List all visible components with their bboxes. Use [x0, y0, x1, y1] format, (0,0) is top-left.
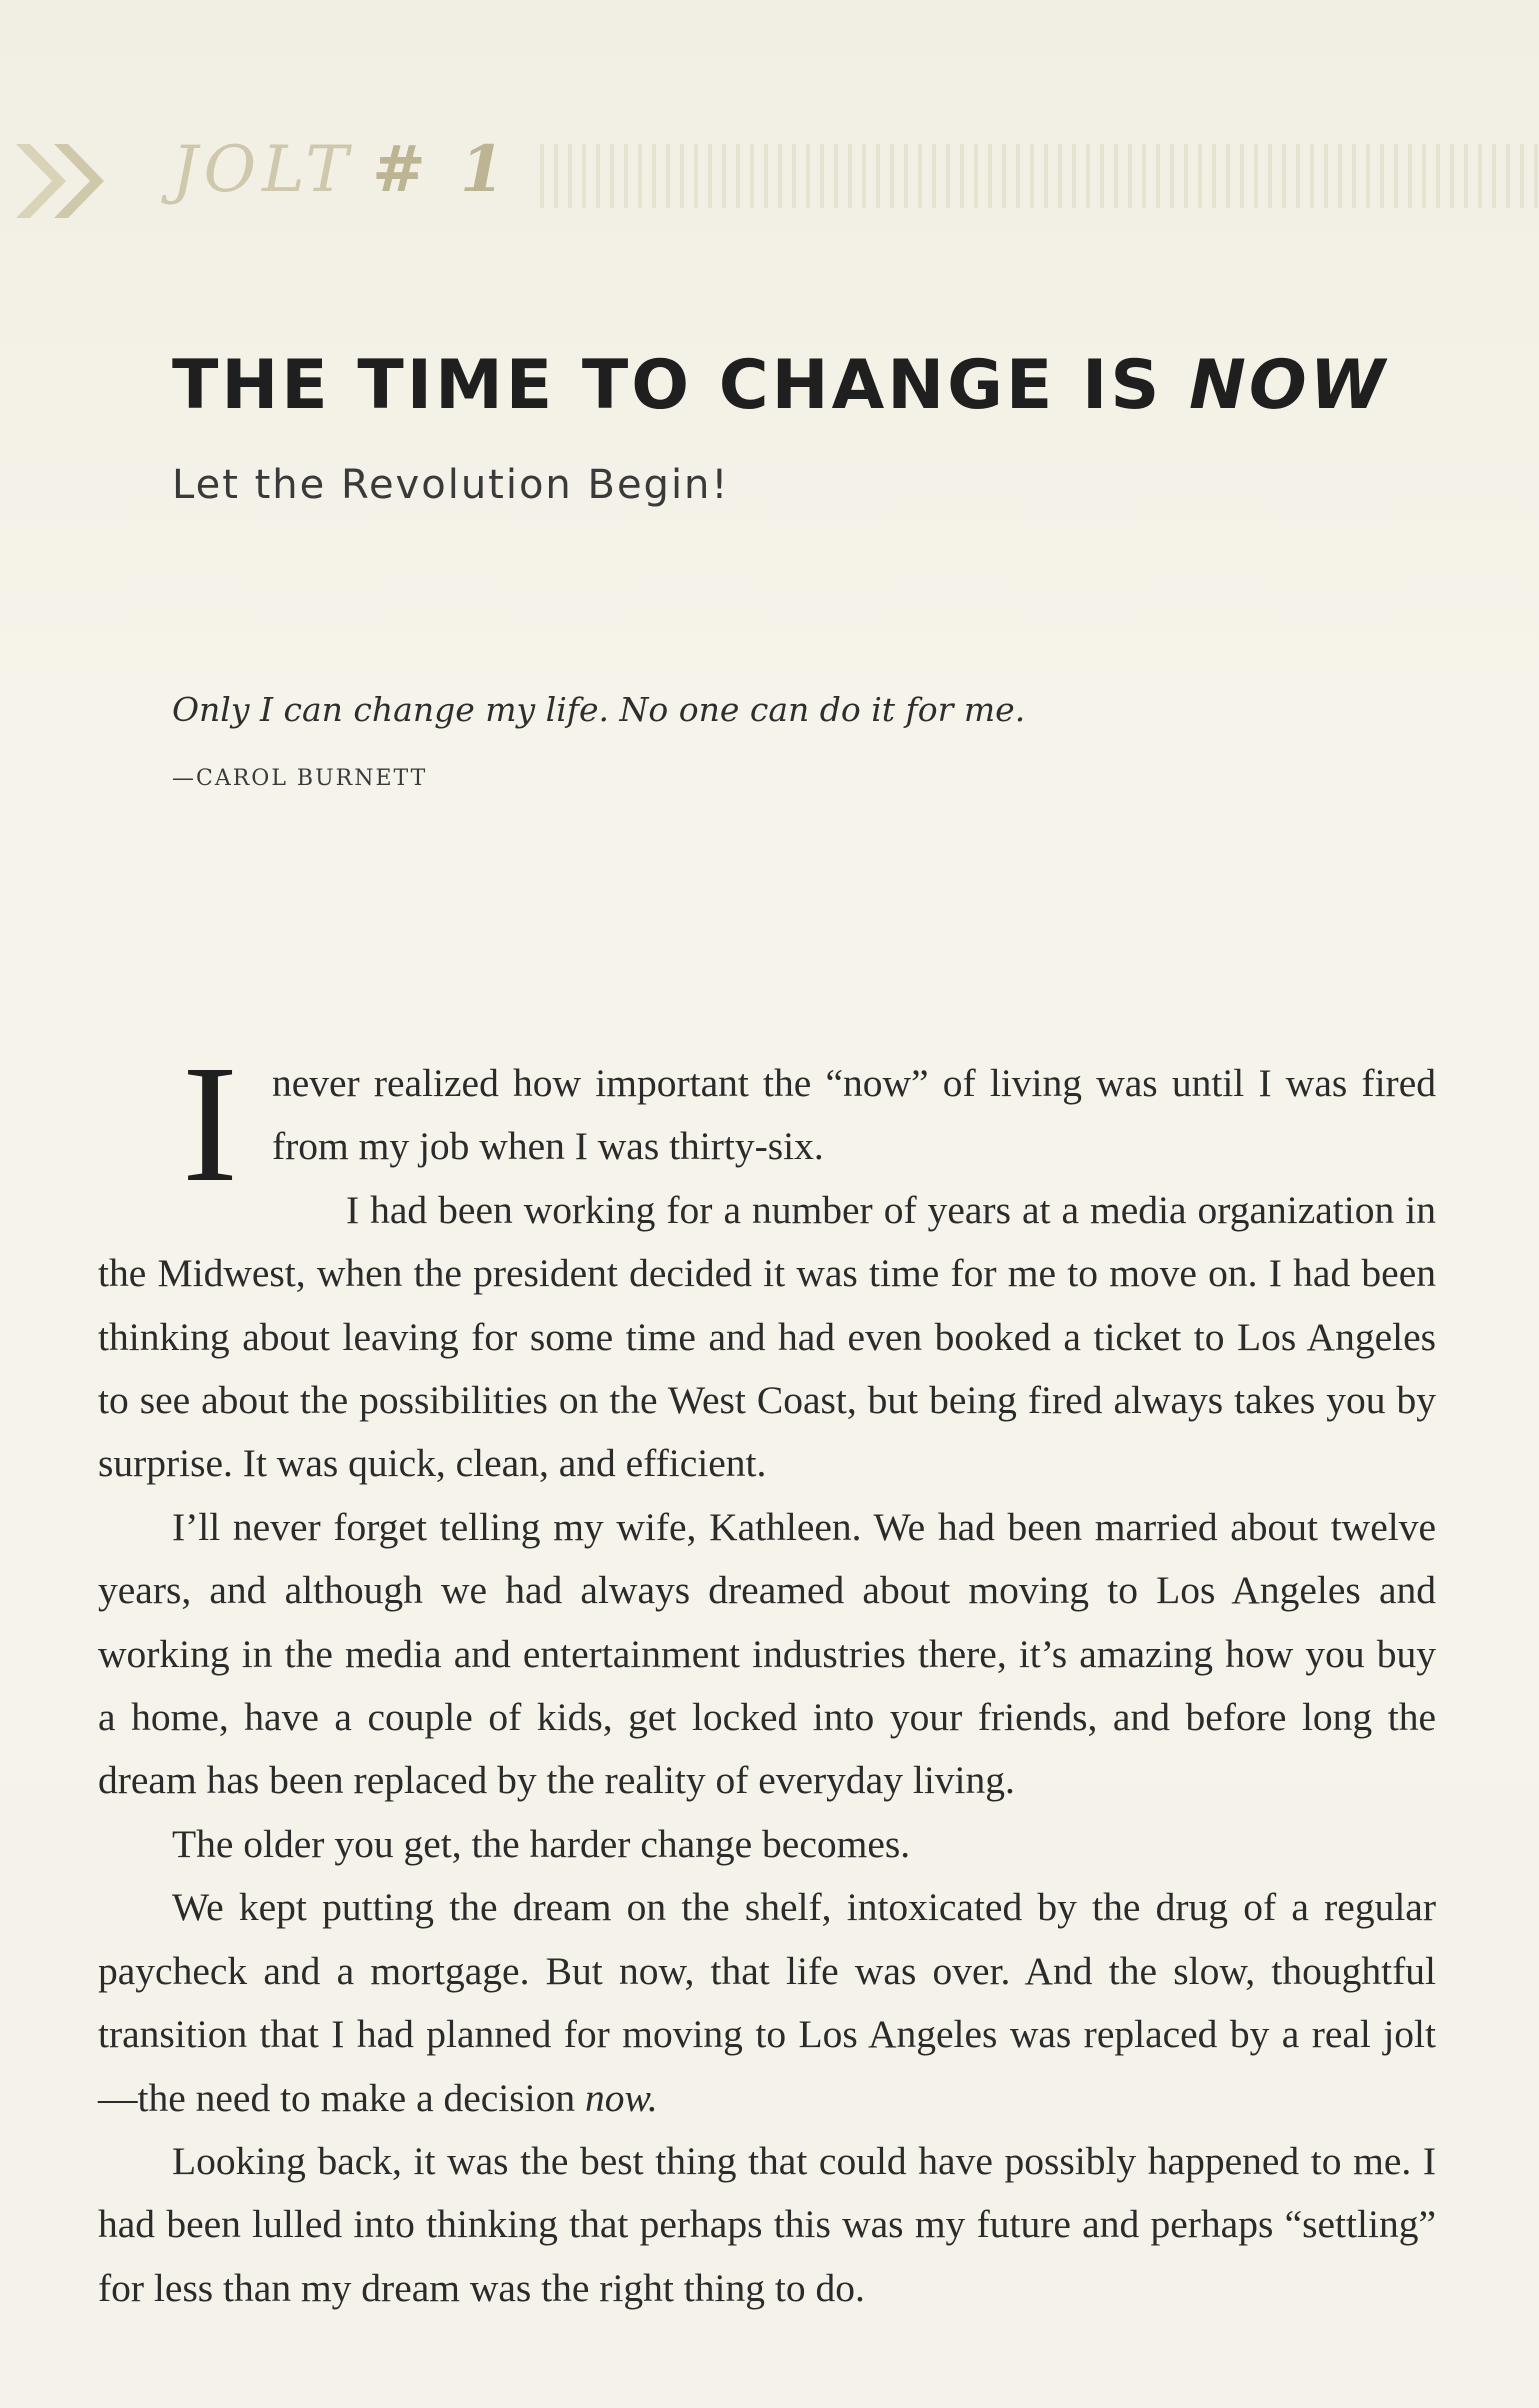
paragraph-1-text: never realized how important the “now” of living was until I was fired from my job when I was thirty-six.: [271, 1061, 1436, 1169]
paragraph-3: I’ll never forget telling my wife, Kathleen. We had been married about twelve years, and although we had always dreamed about moving to Los Angeles and working in the media and entertainment industries there, it’s amazing how you buy a home, have a couple of kids, get locked into your friends, and before long the dream has been replaced by the reality of everyday living.: [98, 1504, 1436, 1803]
chapter-number: # 1: [372, 132, 511, 207]
chapter-label: [172, 132, 511, 207]
chapter-title-main: THE TIME TO CHANGE IS: [172, 346, 1190, 425]
paragraph-5-text: We kept putting the dream on the shelf, intoxicated by the drug of a regular paycheck and a mortgage. But now, that life was over. And the slow, thoughtful transition that I had planned for moving to Los Angeles was replaced by a real jolt—the need to make a decision: [98, 1885, 1436, 2120]
paragraph-5: [98, 1876, 1436, 2130]
chapter-title-emphasis: NOW: [1189, 346, 1388, 425]
body-text: [98, 1031, 1436, 2320]
drop-cap: I: [182, 1031, 238, 1217]
paragraph-1: [98, 1031, 1436, 1217]
paragraph-2: I had been working for a number of years at a media organization in the Midwest, when the president decided it was time for me to move on. I had been thinking about leaving for some time and had even booked a ticket to Los Angeles to see about the possibilities on the West Coast, but being fired always takes you by surprise. It was quick, clean, and efficient.: [98, 1187, 1436, 1486]
chapter-subtitle: Let the Revolution Begin!: [172, 462, 730, 508]
paragraph-6: Looking back, it was the best thing that could have possibly happened to me. I had been lulled into thinking that perhaps this was my future and perhaps “settling” for less than my dream was the right thing to do.: [98, 2138, 1436, 2310]
chapter-header-band: [0, 118, 1539, 228]
decorative-stripe-band: [540, 144, 1539, 208]
epigraph-author: —CAROL BURNETT: [172, 766, 428, 791]
chapter-label-text: JOLT: [172, 133, 355, 207]
paragraph-5-emphasis: now.: [585, 2075, 658, 2120]
chapter-title: [172, 346, 1388, 425]
paragraph-4: The older you get, the harder change becomes.: [172, 1821, 911, 1866]
epigraph-quote: Only I can change my life. No one can do it for me.: [172, 690, 1026, 729]
double-chevron-icon: [8, 136, 118, 226]
